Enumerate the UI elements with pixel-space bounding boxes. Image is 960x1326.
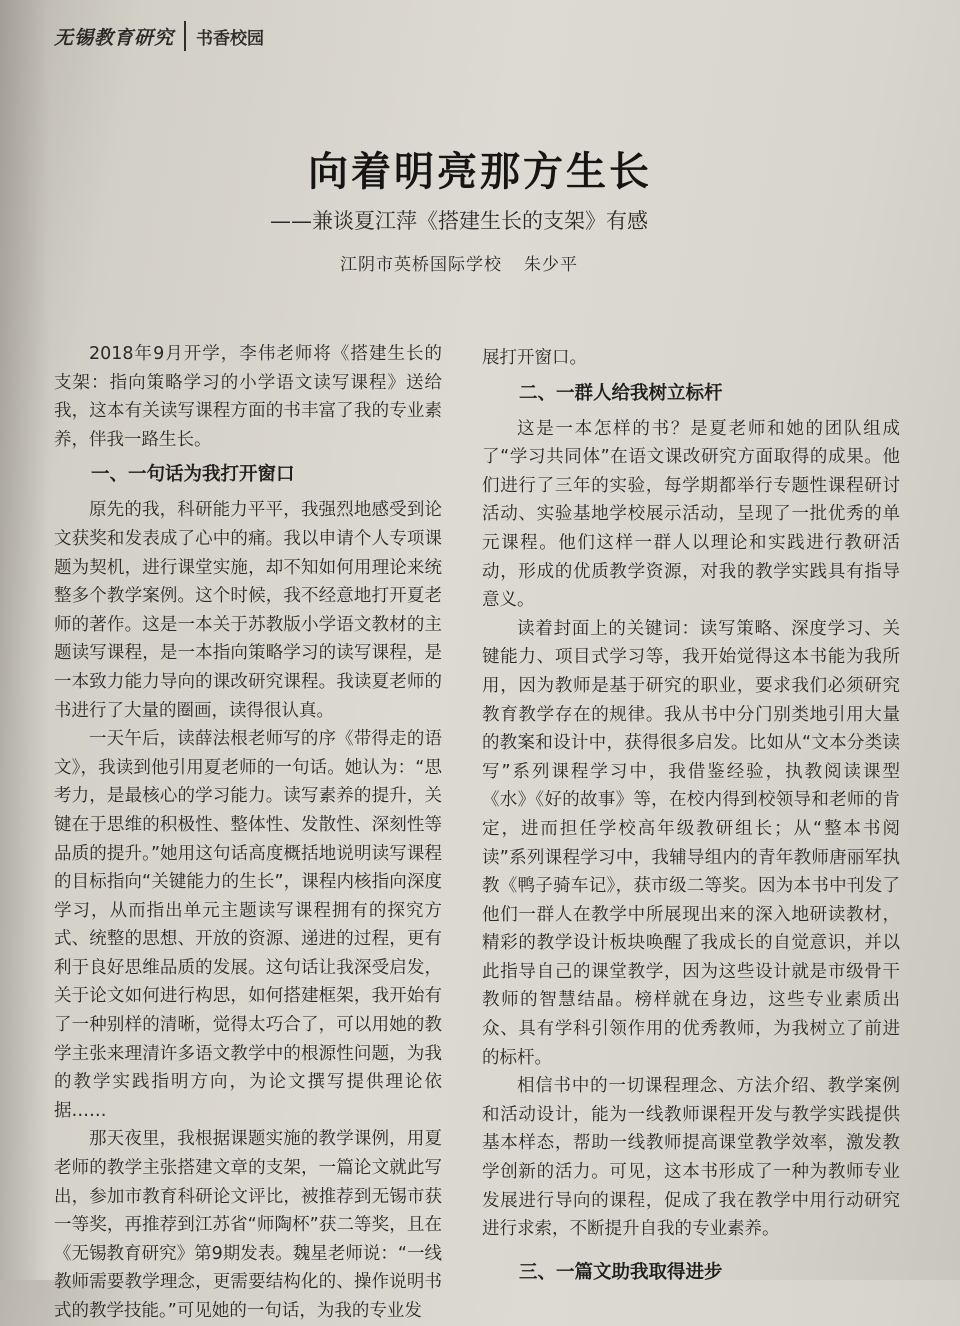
paragraph: 一天午后，读薛法根老师写的序《带得走的语文》，我读到他引用夏老师的一句话。她认为：“思考力，是最核心的学习能力。读写素养的提升，关键在于思维的积极性、整体性、发散性、深刻性等品质的提升。”她用这句话高度概括地说明读写课程的目标指向“关键能力的生长”，课程内核指向深度学习，从而指出单元主题读写课程拥有的探究方式、统整的思想、开放的资源、递进的过程，更有利于良好思维品质的发展。这句话让我深受启发，关于论文如何进行构思，如何搭建框架，我开始有了一种别样的清晰，觉得太巧合了，可以用她的教学主张来理清许多语文教学中的根源性问题，为我的教学实践指明方向，为论文撰写提供理论依据……: [54, 729, 442, 1121]
byline: [340, 250, 578, 275]
section-name: 书香校园: [196, 28, 265, 49]
paragraph: 相信书中的一切课程理念、方法介绍、教学案例和活动设计，能为一线教师课程开发与教学实践提供基本样态，帮助一线教师提高课堂教学效率，激发教学创新的活力。可见，这本书形成了一种为教师专业发展进行导向的课程，促成了我在教学中用行动研究进行求索，不断提升自我的专业素养。: [482, 1076, 900, 1240]
author-name: 朱少平: [524, 255, 578, 275]
header-divider: [184, 21, 186, 51]
article-subtitle: ——兼谈夏江萍《搭建生长的支架》有感: [270, 209, 648, 233]
paragraph: 那天夜里，我根据课题实施的教学课例，用夏老师的教学主张搭建文章的支架，一篇论文就此写出，参加市教育科研论文评比，被推荐到无锡市获一等奖，再推荐到江苏省“师陶杯”获二等奖，且在《无锡教育研究》第9期发表。魏星老师说：“一线教师需要教学理念，更需要结构化的、操作说明书式的教学技能。”可见她的一句话，为我的专业发: [54, 1129, 442, 1321]
section-heading: 一、一句话为我打开窗口: [91, 464, 295, 486]
paragraph: 读着封面上的关键词：读写策略、深度学习、关键能力、项目式学习等，我开始觉得这本书能为我所用，因为教师是基于研究的职业，要求我们必须研究教育教学存在的规律。我从书中分门别类地引用大量的教案和设计中，获得很多启发。比如从“文本分类读写”系列课程学习中，我借鉴经验，执教阅读课型《水》《好的故事》等，在校内得到校领导和老师的肯定，进而担任学校高年级教研组长；从“整本书阅读”系列课程学习中，我辅导组内的青年教师唐丽军执教《鸭子骑车记》，获市级二等奖。因为本书中刊发了他们一群人在教学中所展现出来的深入地研读教材，精彩的教学设计板块唤醒了我成长的自觉意识，并以此指导自己的课堂教学，因为这些设计就是市级骨干教师的智慧结晶。榜样就在身边，这些专业素质出众、具有学科引领作用的优秀教师，为我树立了前进的标杆。: [482, 618, 900, 1068]
paragraph: 这是一本怎样的书？是夏老师和她的团队组成了“学习共同体”在语文课改研究方面取得的成果。他们进行了三年的实验，每学期都举行专题性课程研讨活动、实验基地学校展示活动，呈现了一批优秀的单元课程。他们这样一群人以理论和实践进行教研活动，形成的优质教学资源，对我的教学实践具有指导意义。: [482, 418, 900, 611]
paragraph: 展打开窗口。: [482, 348, 587, 368]
author-affiliation: 江阴市英桥国际学校: [340, 255, 502, 275]
journal-name: 无锡教育研究: [54, 26, 175, 49]
section-heading: 三、一篇文助我取得进步: [519, 1261, 723, 1283]
right-column: [482, 344, 900, 1294]
paragraph: 原先的我，科研能力平平，我强烈地感受到论文获奖和发表成了心中的痛。我以申请个人专项课题为契机，进行课堂实施，却不知如何用理论来统整多个教学案例。这个时候，我不经意地打开夏老师的著作。这是一本关于苏教版小学语文教材的主题读写课程，是一本指向策略学习的读写课程，是一本致力能力导向的课改研究课程。我读夏老师的书进行了大量的圈画，读得很认真。: [54, 500, 442, 721]
section-heading: 二、一群人给我树立标杆: [519, 382, 723, 404]
running-header: [54, 20, 264, 52]
left-column: [54, 340, 442, 1326]
paragraph: 2018年9月开学，李伟老师将《搭建生长的支架：指向策略学习的小学语文读写课程》送给我，这本有关读写课程方面的书丰富了我的专业素养，伴我一路生长。: [54, 344, 442, 450]
article-title: 向着明亮那方生长: [308, 148, 652, 195]
